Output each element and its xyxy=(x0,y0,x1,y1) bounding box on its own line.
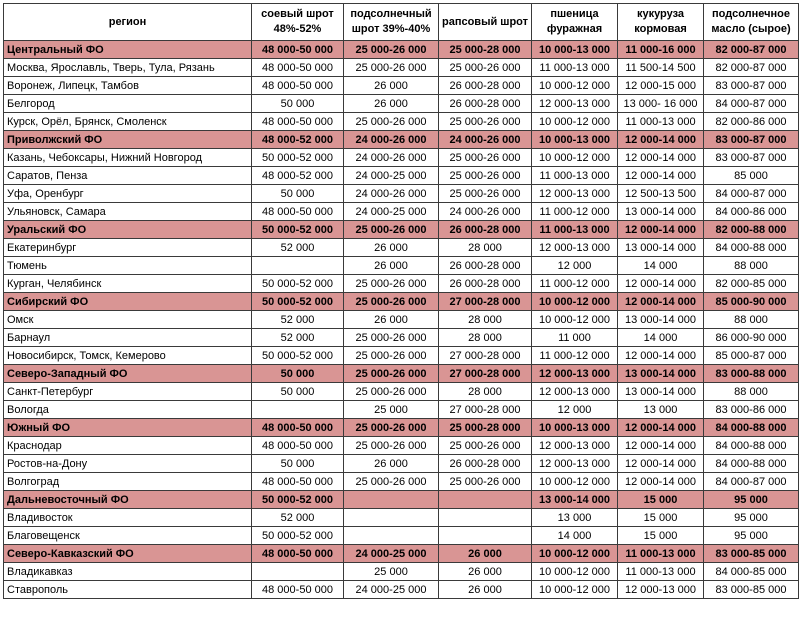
soy-meal-cell: 50 000 xyxy=(252,383,344,401)
sunflower-meal-cell: 25 000-26 000 xyxy=(344,113,439,131)
region-cell: Воронеж, Липецк, Тамбов xyxy=(4,77,252,95)
region-cell: Барнаул xyxy=(4,329,252,347)
feed-corn-cell: 13 000-14 000 xyxy=(618,239,704,257)
sunflower-meal-cell: 24 000-26 000 xyxy=(344,185,439,203)
rapeseed-meal-cell: 26 000-28 000 xyxy=(439,95,532,113)
region-cell: Владивосток xyxy=(4,509,252,527)
sunflower-oil-cell: 83 000-85 000 xyxy=(704,545,799,563)
soy-meal-cell: 48 000-50 000 xyxy=(252,59,344,77)
region-cell: Екатеринбург xyxy=(4,239,252,257)
soy-meal-cell: 50 000-52 000 xyxy=(252,221,344,239)
sunflower-meal-cell: 25 000-26 000 xyxy=(344,419,439,437)
soy-meal-cell: 48 000-52 000 xyxy=(252,167,344,185)
sunflower-oil-cell: 95 000 xyxy=(704,509,799,527)
sunflower-oil-cell: 88 000 xyxy=(704,311,799,329)
sunflower-oil-cell: 83 000-87 000 xyxy=(704,149,799,167)
rapeseed-meal-cell: 27 000-28 000 xyxy=(439,401,532,419)
region-cell: Белгород xyxy=(4,95,252,113)
soy-meal-cell xyxy=(252,401,344,419)
region-cell: Санкт-Петербург xyxy=(4,383,252,401)
soy-meal-cell: 50 000 xyxy=(252,95,344,113)
feed-wheat-cell: 11 000-13 000 xyxy=(532,59,618,77)
feed-corn-cell: 12 000-14 000 xyxy=(618,473,704,491)
soy-meal-cell: 50 000 xyxy=(252,365,344,383)
table-row xyxy=(4,527,799,545)
sunflower-meal-cell xyxy=(344,527,439,545)
feed-corn-cell: 11 000-13 000 xyxy=(618,113,704,131)
feed-corn-cell: 11 000-13 000 xyxy=(618,563,704,581)
feed-wheat-cell: 10 000-13 000 xyxy=(532,41,618,59)
sunflower-meal-cell: 26 000 xyxy=(344,455,439,473)
region-cell: Ставрополь xyxy=(4,581,252,599)
feed-corn-cell: 12 000-14 000 xyxy=(618,419,704,437)
table-row xyxy=(4,59,799,77)
federal-district-row xyxy=(4,293,799,311)
soy-meal-cell: 50 000 xyxy=(252,185,344,203)
table-row xyxy=(4,347,799,365)
rapeseed-meal-cell: 28 000 xyxy=(439,383,532,401)
region-cell: Москва, Ярославль, Тверь, Тула, Рязань xyxy=(4,59,252,77)
feed-wheat-cell: 10 000-12 000 xyxy=(532,113,618,131)
feed-corn-cell: 11 000-16 000 xyxy=(618,41,704,59)
sunflower-meal-cell: 25 000-26 000 xyxy=(344,437,439,455)
rapeseed-meal-cell xyxy=(439,491,532,509)
rapeseed-meal-cell: 25 000-26 000 xyxy=(439,167,532,185)
rapeseed-meal-cell: 25 000-26 000 xyxy=(439,473,532,491)
sunflower-meal-cell: 25 000-26 000 xyxy=(344,59,439,77)
table-row xyxy=(4,203,799,221)
region-cell: Омск xyxy=(4,311,252,329)
soy-meal-cell: 52 000 xyxy=(252,311,344,329)
sunflower-oil-cell: 84 000-87 000 xyxy=(704,185,799,203)
soy-meal-cell: 50 000-52 000 xyxy=(252,347,344,365)
header-sunflower-oil: подсолнечное масло (сырое) xyxy=(704,4,799,41)
rapeseed-meal-cell: 25 000-28 000 xyxy=(439,419,532,437)
feed-wheat-cell: 10 000-12 000 xyxy=(532,545,618,563)
sunflower-oil-cell: 86 000-90 000 xyxy=(704,329,799,347)
sunflower-oil-cell: 82 000-87 000 xyxy=(704,59,799,77)
soy-meal-cell: 50 000-52 000 xyxy=(252,149,344,167)
sunflower-meal-cell: 25 000 xyxy=(344,563,439,581)
sunflower-oil-cell: 82 000-87 000 xyxy=(704,41,799,59)
feed-wheat-cell: 10 000-12 000 xyxy=(532,563,618,581)
rapeseed-meal-cell: 24 000-26 000 xyxy=(439,131,532,149)
region-cell: Курган, Челябинск xyxy=(4,275,252,293)
price-table xyxy=(3,3,799,599)
sunflower-oil-cell: 83 000-85 000 xyxy=(704,581,799,599)
table-row xyxy=(4,473,799,491)
sunflower-meal-cell: 24 000-25 000 xyxy=(344,581,439,599)
region-cell: Дальневосточный ФО xyxy=(4,491,252,509)
table-row xyxy=(4,437,799,455)
region-cell: Приволжский ФО xyxy=(4,131,252,149)
federal-district-row xyxy=(4,491,799,509)
feed-wheat-cell: 11 000-12 000 xyxy=(532,347,618,365)
region-cell: Южный ФО xyxy=(4,419,252,437)
rapeseed-meal-cell: 25 000-26 000 xyxy=(439,113,532,131)
region-cell: Сибирский ФО xyxy=(4,293,252,311)
sunflower-oil-cell: 95 000 xyxy=(704,527,799,545)
federal-district-row xyxy=(4,131,799,149)
region-cell: Северо-Западный ФО xyxy=(4,365,252,383)
sunflower-meal-cell: 26 000 xyxy=(344,239,439,257)
feed-corn-cell: 12 000-14 000 xyxy=(618,221,704,239)
sunflower-meal-cell: 25 000-26 000 xyxy=(344,221,439,239)
feed-corn-cell: 15 000 xyxy=(618,509,704,527)
sunflower-meal-cell: 26 000 xyxy=(344,311,439,329)
feed-corn-cell: 13 000-14 000 xyxy=(618,383,704,401)
table-row xyxy=(4,113,799,131)
header-soy-meal: соевый шрот 48%-52% xyxy=(252,4,344,41)
feed-wheat-cell: 11 000-12 000 xyxy=(532,203,618,221)
table-body xyxy=(4,41,799,599)
region-cell: Благовещенск xyxy=(4,527,252,545)
feed-wheat-cell: 13 000 xyxy=(532,509,618,527)
feed-corn-cell: 13 000-14 000 xyxy=(618,203,704,221)
federal-district-row xyxy=(4,41,799,59)
sunflower-oil-cell: 95 000 xyxy=(704,491,799,509)
soy-meal-cell: 48 000-50 000 xyxy=(252,419,344,437)
header-rapeseed-meal: рапсовый шрот xyxy=(439,4,532,41)
table-row xyxy=(4,509,799,527)
sunflower-meal-cell: 24 000-25 000 xyxy=(344,167,439,185)
sunflower-meal-cell: 24 000-26 000 xyxy=(344,131,439,149)
feed-wheat-cell: 12 000-13 000 xyxy=(532,383,618,401)
rapeseed-meal-cell: 24 000-26 000 xyxy=(439,203,532,221)
table-row xyxy=(4,329,799,347)
sunflower-meal-cell: 25 000-26 000 xyxy=(344,275,439,293)
sunflower-meal-cell: 25 000-26 000 xyxy=(344,383,439,401)
feed-corn-cell: 12 000-14 000 xyxy=(618,293,704,311)
soy-meal-cell: 50 000-52 000 xyxy=(252,275,344,293)
region-cell: Волгоград xyxy=(4,473,252,491)
sunflower-oil-cell: 83 000-87 000 xyxy=(704,131,799,149)
rapeseed-meal-cell: 27 000-28 000 xyxy=(439,347,532,365)
region-cell: Курск, Орёл, Брянск, Смоленск xyxy=(4,113,252,131)
sunflower-meal-cell: 25 000-26 000 xyxy=(344,293,439,311)
feed-corn-cell: 13 000 xyxy=(618,401,704,419)
sunflower-meal-cell: 25 000 xyxy=(344,401,439,419)
soy-meal-cell: 48 000-50 000 xyxy=(252,437,344,455)
feed-wheat-cell: 13 000-14 000 xyxy=(532,491,618,509)
soy-meal-cell xyxy=(252,257,344,275)
feed-corn-cell: 13 000- 16 000 xyxy=(618,95,704,113)
region-cell: Ростов-на-Дону xyxy=(4,455,252,473)
federal-district-row xyxy=(4,365,799,383)
feed-wheat-cell: 12 000-13 000 xyxy=(532,239,618,257)
sunflower-oil-cell: 83 000-88 000 xyxy=(704,365,799,383)
feed-wheat-cell: 12 000-13 000 xyxy=(532,95,618,113)
region-cell: Владикавказ xyxy=(4,563,252,581)
rapeseed-meal-cell: 27 000-28 000 xyxy=(439,293,532,311)
sunflower-oil-cell: 84 000-88 000 xyxy=(704,437,799,455)
feed-corn-cell: 13 000-14 000 xyxy=(618,365,704,383)
feed-wheat-cell: 12 000 xyxy=(532,257,618,275)
region-cell: Казань, Чебоксары, Нижний Новгород xyxy=(4,149,252,167)
region-cell: Центральный ФО xyxy=(4,41,252,59)
feed-corn-cell: 12 000-13 000 xyxy=(618,581,704,599)
sunflower-meal-cell: 26 000 xyxy=(344,77,439,95)
federal-district-row xyxy=(4,545,799,563)
rapeseed-meal-cell: 25 000-26 000 xyxy=(439,185,532,203)
table-row xyxy=(4,185,799,203)
table-row xyxy=(4,563,799,581)
sunflower-oil-cell: 85 000-87 000 xyxy=(704,347,799,365)
feed-corn-cell: 12 000-14 000 xyxy=(618,149,704,167)
table-row xyxy=(4,581,799,599)
feed-wheat-cell: 10 000-12 000 xyxy=(532,473,618,491)
region-cell: Северо-Кавказский ФО xyxy=(4,545,252,563)
rapeseed-meal-cell: 28 000 xyxy=(439,239,532,257)
region-cell: Ульяновск, Самара xyxy=(4,203,252,221)
sunflower-meal-cell: 24 000-25 000 xyxy=(344,545,439,563)
feed-wheat-cell: 10 000-12 000 xyxy=(532,311,618,329)
feed-wheat-cell: 12 000-13 000 xyxy=(532,437,618,455)
header-feed-wheat: пшеница фуражная xyxy=(532,4,618,41)
table-row xyxy=(4,275,799,293)
rapeseed-meal-cell: 27 000-28 000 xyxy=(439,365,532,383)
table-row xyxy=(4,455,799,473)
table-row xyxy=(4,149,799,167)
feed-wheat-cell: 11 000-13 000 xyxy=(532,167,618,185)
region-cell: Саратов, Пенза xyxy=(4,167,252,185)
header-row xyxy=(4,4,799,41)
feed-wheat-cell: 12 000 xyxy=(532,401,618,419)
sunflower-oil-cell: 84 000-88 000 xyxy=(704,239,799,257)
rapeseed-meal-cell: 26 000-28 000 xyxy=(439,221,532,239)
feed-wheat-cell: 12 000-13 000 xyxy=(532,185,618,203)
feed-corn-cell: 12 000-14 000 xyxy=(618,455,704,473)
rapeseed-meal-cell: 26 000-28 000 xyxy=(439,77,532,95)
table-row xyxy=(4,77,799,95)
feed-corn-cell: 15 000 xyxy=(618,527,704,545)
soy-meal-cell: 50 000-52 000 xyxy=(252,527,344,545)
soy-meal-cell: 48 000-50 000 xyxy=(252,473,344,491)
sunflower-oil-cell: 82 000-88 000 xyxy=(704,221,799,239)
soy-meal-cell: 50 000-52 000 xyxy=(252,491,344,509)
feed-corn-cell: 14 000 xyxy=(618,329,704,347)
feed-corn-cell: 12 000-14 000 xyxy=(618,131,704,149)
feed-wheat-cell: 10 000-12 000 xyxy=(532,149,618,167)
feed-wheat-cell: 10 000-12 000 xyxy=(532,293,618,311)
soy-meal-cell: 48 000-52 000 xyxy=(252,131,344,149)
feed-wheat-cell: 11 000-13 000 xyxy=(532,221,618,239)
feed-wheat-cell: 10 000-13 000 xyxy=(532,419,618,437)
feed-wheat-cell: 12 000-13 000 xyxy=(532,455,618,473)
header-region: регион xyxy=(4,4,252,41)
soy-meal-cell: 50 000 xyxy=(252,455,344,473)
region-cell: Новосибирск, Томск, Кемерово xyxy=(4,347,252,365)
sunflower-oil-cell: 82 000-85 000 xyxy=(704,275,799,293)
sunflower-oil-cell: 85 000-90 000 xyxy=(704,293,799,311)
feed-corn-cell: 12 000-15 000 xyxy=(618,77,704,95)
rapeseed-meal-cell: 25 000-26 000 xyxy=(439,149,532,167)
rapeseed-meal-cell: 26 000-28 000 xyxy=(439,257,532,275)
sunflower-meal-cell: 24 000-26 000 xyxy=(344,149,439,167)
feed-wheat-cell: 14 000 xyxy=(532,527,618,545)
sunflower-oil-cell: 83 000-87 000 xyxy=(704,77,799,95)
soy-meal-cell: 48 000-50 000 xyxy=(252,41,344,59)
feed-corn-cell: 15 000 xyxy=(618,491,704,509)
region-cell: Тюмень xyxy=(4,257,252,275)
sunflower-oil-cell: 84 000-87 000 xyxy=(704,473,799,491)
sunflower-oil-cell: 85 000 xyxy=(704,167,799,185)
rapeseed-meal-cell: 26 000 xyxy=(439,545,532,563)
feed-wheat-cell: 10 000-12 000 xyxy=(532,581,618,599)
rapeseed-meal-cell: 25 000-28 000 xyxy=(439,41,532,59)
feed-wheat-cell: 11 000 xyxy=(532,329,618,347)
sunflower-meal-cell xyxy=(344,491,439,509)
feed-corn-cell: 12 000-14 000 xyxy=(618,167,704,185)
soy-meal-cell: 52 000 xyxy=(252,509,344,527)
rapeseed-meal-cell: 26 000-28 000 xyxy=(439,275,532,293)
rapeseed-meal-cell: 26 000-28 000 xyxy=(439,455,532,473)
soy-meal-cell xyxy=(252,563,344,581)
rapeseed-meal-cell xyxy=(439,509,532,527)
sunflower-oil-cell: 88 000 xyxy=(704,257,799,275)
region-cell: Вологда xyxy=(4,401,252,419)
sunflower-oil-cell: 84 000-88 000 xyxy=(704,419,799,437)
sunflower-oil-cell: 84 000-86 000 xyxy=(704,203,799,221)
sunflower-meal-cell: 26 000 xyxy=(344,257,439,275)
sunflower-meal-cell: 25 000-26 000 xyxy=(344,365,439,383)
sunflower-meal-cell: 25 000-26 000 xyxy=(344,473,439,491)
federal-district-row xyxy=(4,419,799,437)
soy-meal-cell: 52 000 xyxy=(252,239,344,257)
feed-corn-cell: 14 000 xyxy=(618,257,704,275)
rapeseed-meal-cell: 26 000 xyxy=(439,563,532,581)
feed-corn-cell: 12 000-14 000 xyxy=(618,347,704,365)
soy-meal-cell: 48 000-50 000 xyxy=(252,581,344,599)
sunflower-meal-cell: 26 000 xyxy=(344,95,439,113)
feed-wheat-cell: 10 000-12 000 xyxy=(532,77,618,95)
sunflower-oil-cell: 84 000-88 000 xyxy=(704,455,799,473)
rapeseed-meal-cell: 28 000 xyxy=(439,329,532,347)
sunflower-meal-cell: 25 000-26 000 xyxy=(344,329,439,347)
sunflower-meal-cell: 25 000-26 000 xyxy=(344,41,439,59)
region-cell: Уральский ФО xyxy=(4,221,252,239)
table-row xyxy=(4,95,799,113)
rapeseed-meal-cell xyxy=(439,527,532,545)
table-row xyxy=(4,167,799,185)
soy-meal-cell: 48 000-50 000 xyxy=(252,545,344,563)
sunflower-oil-cell: 88 000 xyxy=(704,383,799,401)
table-row xyxy=(4,383,799,401)
table-row xyxy=(4,257,799,275)
header-sunflower-meal: подсолнечный шрот 39%-40% xyxy=(344,4,439,41)
header-feed-corn: кукуруза кормовая xyxy=(618,4,704,41)
rapeseed-meal-cell: 26 000 xyxy=(439,581,532,599)
sunflower-meal-cell: 25 000-26 000 xyxy=(344,347,439,365)
sunflower-oil-cell: 82 000-86 000 xyxy=(704,113,799,131)
feed-wheat-cell: 10 000-13 000 xyxy=(532,131,618,149)
federal-district-row xyxy=(4,221,799,239)
region-cell: Уфа, Оренбург xyxy=(4,185,252,203)
feed-wheat-cell: 11 000-12 000 xyxy=(532,275,618,293)
feed-corn-cell: 11 500-14 500 xyxy=(618,59,704,77)
sunflower-meal-cell xyxy=(344,509,439,527)
rapeseed-meal-cell: 25 000-26 000 xyxy=(439,437,532,455)
soy-meal-cell: 48 000-50 000 xyxy=(252,203,344,221)
soy-meal-cell: 52 000 xyxy=(252,329,344,347)
soy-meal-cell: 48 000-50 000 xyxy=(252,77,344,95)
sunflower-oil-cell: 84 000-85 000 xyxy=(704,563,799,581)
table-row xyxy=(4,239,799,257)
sunflower-oil-cell: 84 000-87 000 xyxy=(704,95,799,113)
feed-wheat-cell: 12 000-13 000 xyxy=(532,365,618,383)
sunflower-oil-cell: 83 000-86 000 xyxy=(704,401,799,419)
sunflower-meal-cell: 24 000-25 000 xyxy=(344,203,439,221)
soy-meal-cell: 50 000-52 000 xyxy=(252,293,344,311)
feed-corn-cell: 12 000-14 000 xyxy=(618,437,704,455)
soy-meal-cell: 48 000-50 000 xyxy=(252,113,344,131)
feed-corn-cell: 12 000-14 000 xyxy=(618,275,704,293)
table-row xyxy=(4,401,799,419)
rapeseed-meal-cell: 25 000-26 000 xyxy=(439,59,532,77)
rapeseed-meal-cell: 28 000 xyxy=(439,311,532,329)
region-cell: Краснодар xyxy=(4,437,252,455)
feed-corn-cell: 11 000-13 000 xyxy=(618,545,704,563)
feed-corn-cell: 12 500-13 500 xyxy=(618,185,704,203)
table-row xyxy=(4,311,799,329)
feed-corn-cell: 13 000-14 000 xyxy=(618,311,704,329)
